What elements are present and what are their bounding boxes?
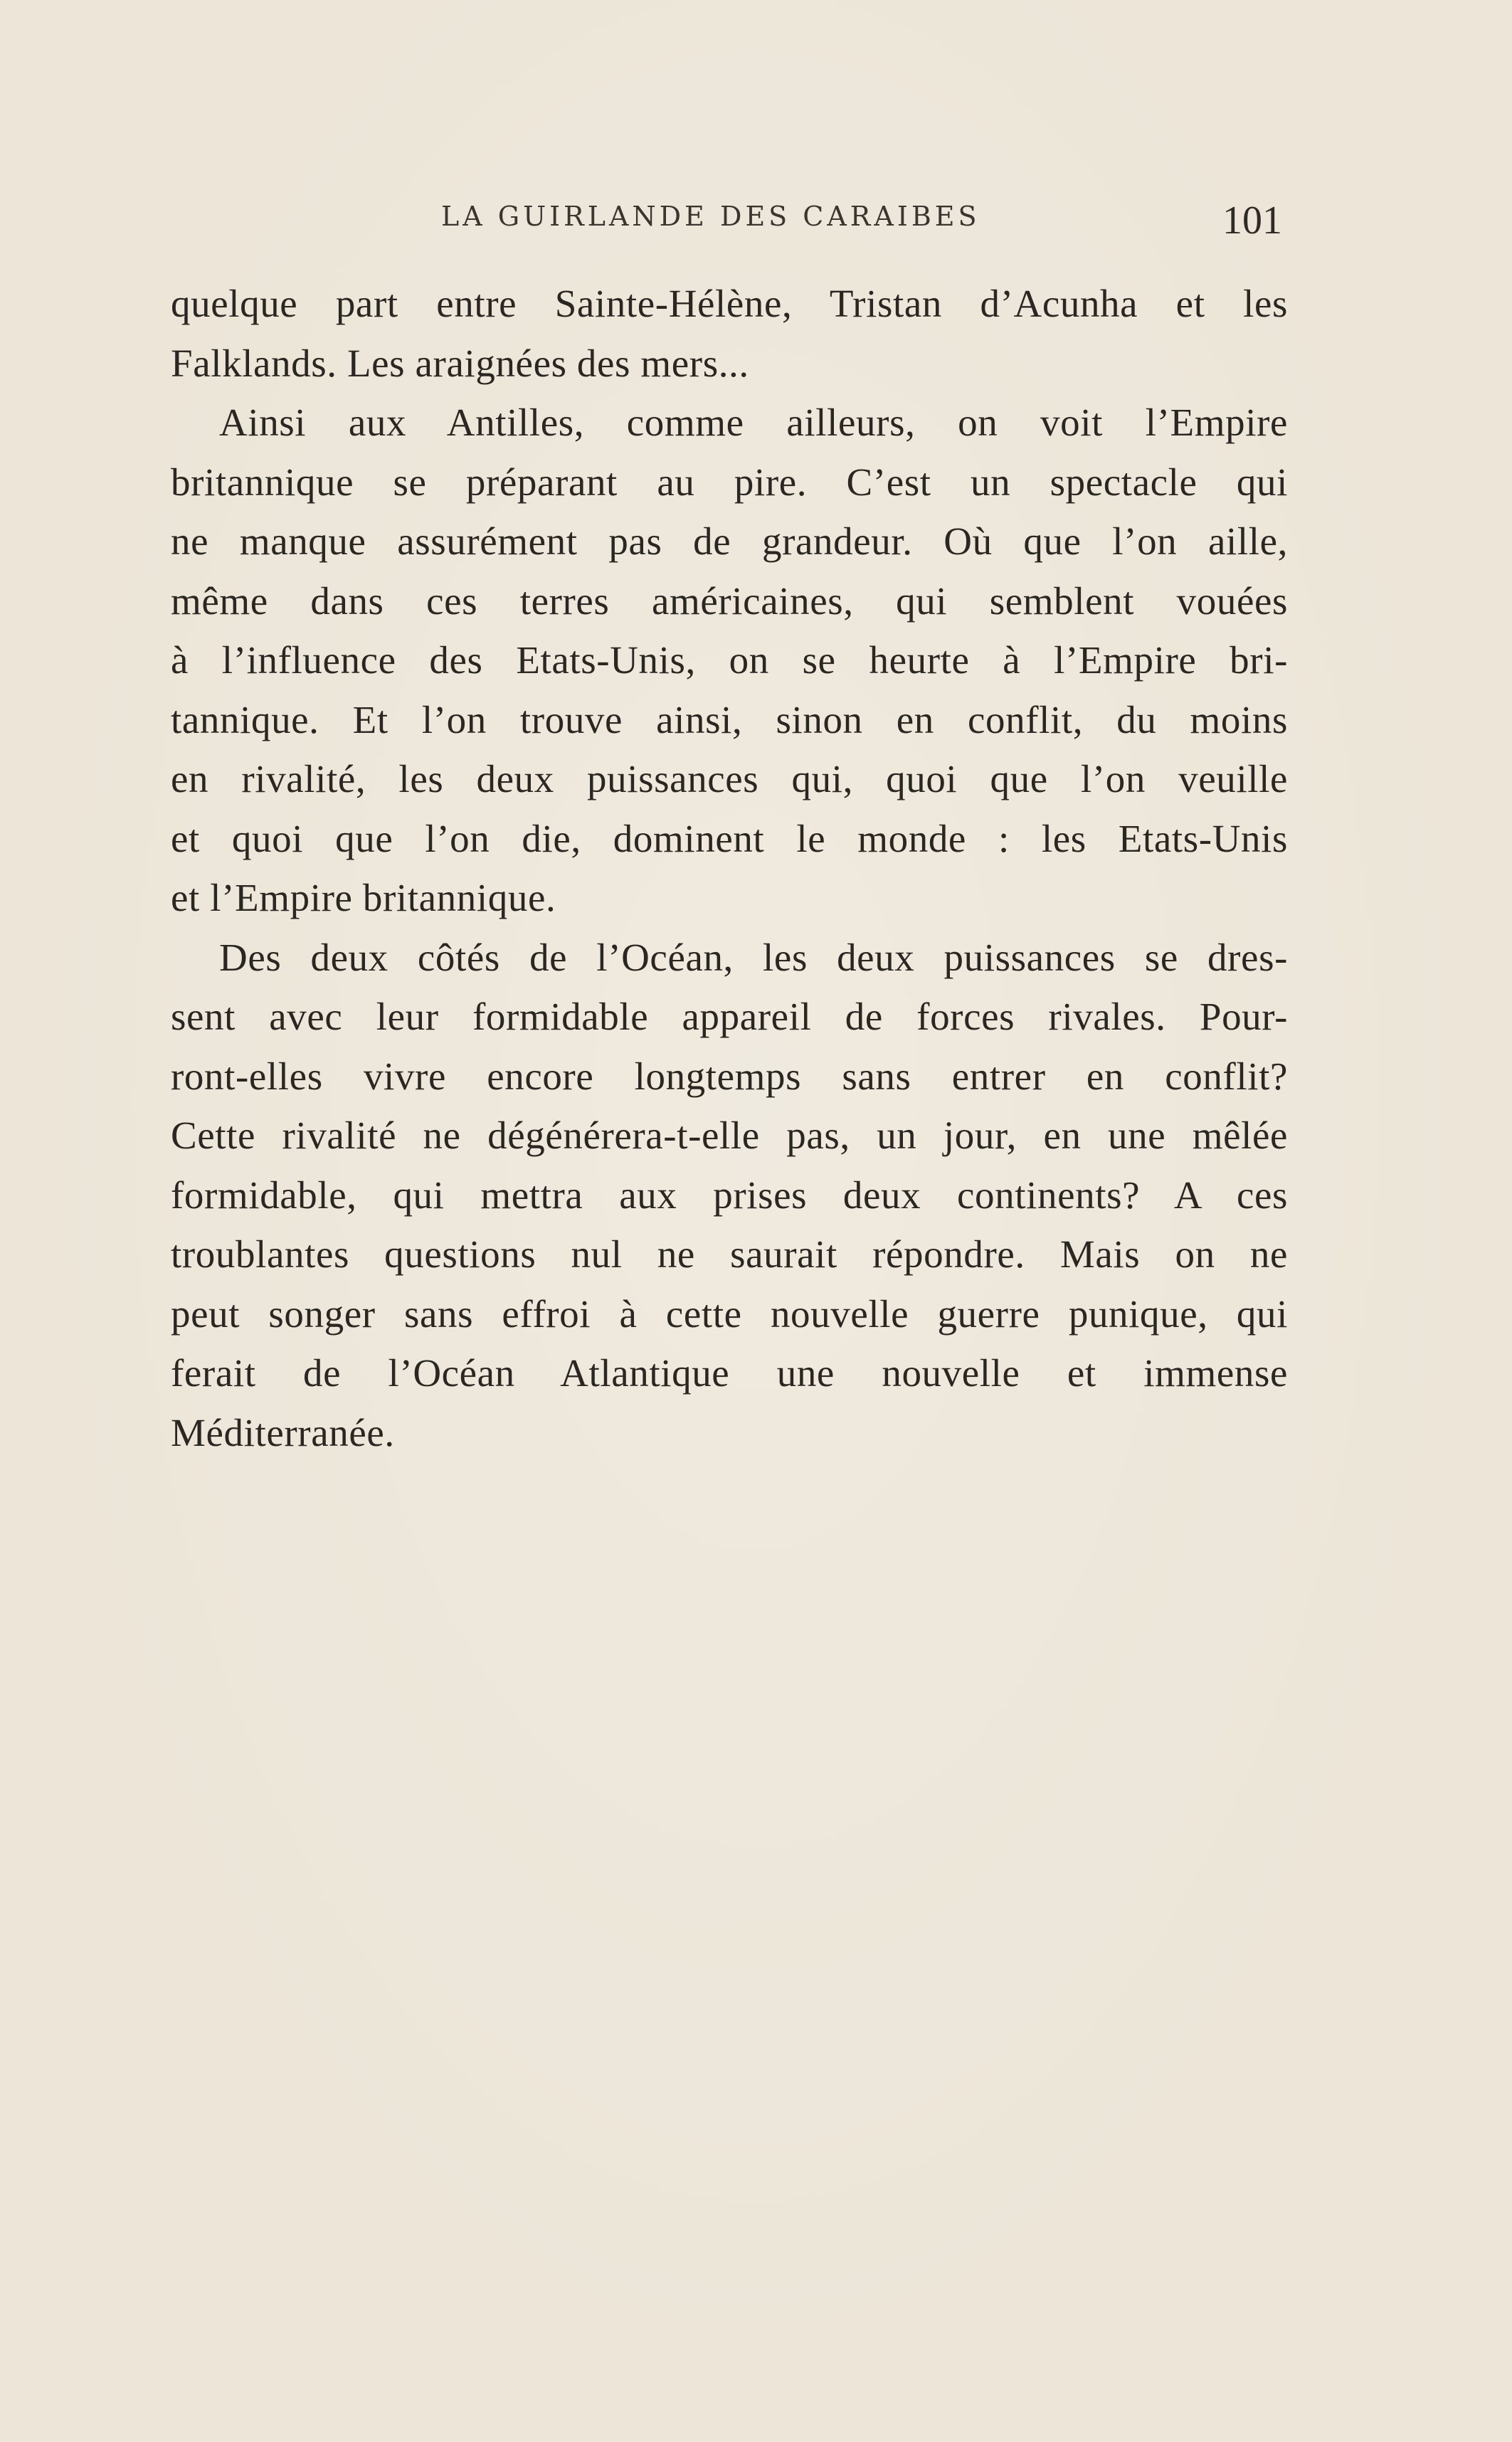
text-line: tannique. Et l’on trouve ainsi, sinon en conflit, du moins	[171, 697, 1288, 741]
text-line: quelque part entre Sainte-Hélène, Tristan d’Acunha et les	[171, 282, 1288, 325]
text-line: et l’Empire britannique.	[171, 876, 556, 919]
page-number: 101	[1222, 199, 1282, 243]
text-line: sent avec leur formidable appareil de forces rivales. Pour-	[171, 995, 1288, 1038]
text-line: même dans ces terres américaines, qui semblent vouées	[171, 578, 1288, 623]
running-head: LA GUIRLANDE DES CARAIBES	[441, 201, 980, 232]
text-line: troublantes questions nul ne saurait répondre. Mais on ne	[171, 1232, 1288, 1276]
text-line: Méditerranée.	[171, 1410, 395, 1454]
text-line: Falklands. Les araignées des mers...	[171, 341, 749, 385]
text-line: peut songer sans effroi à cette nouvelle guerre punique, qui	[171, 1291, 1288, 1336]
text-line: en rivalité, les deux puissances qui, quoi que l’on veuille	[171, 757, 1288, 800]
text-line: à l’influence des Etats-Unis, on se heurte à l’Empire bri-	[171, 638, 1288, 682]
text-line: Cette rivalité ne dégénérera-t-elle pas, un jour, en une mêlée	[171, 1114, 1288, 1157]
text-line: britannique se préparant au pire. C’est un spectacle qui	[171, 460, 1288, 504]
text-line: ront-elles vivre encore longtemps sans entrer en conflit?	[171, 1054, 1288, 1098]
text-line: et quoi que l’on die, dominent le monde : les Etats-Unis	[171, 816, 1288, 860]
text-line: Ainsi aux Antilles, comme ailleurs, on voit l’Empire	[219, 401, 1288, 444]
text-line: ferait de l’Océan Atlantique une nouvelle et immense	[171, 1351, 1288, 1395]
body-text	[171, 274, 1288, 1462]
text-line: Des deux côtés de l’Océan, les deux puissances se dres-	[219, 935, 1288, 979]
text-line: ne manque assurément pas de grandeur. Où que l’on aille,	[171, 519, 1288, 563]
text-line: formidable, qui mettra aux prises deux continents? A ces	[171, 1173, 1288, 1217]
